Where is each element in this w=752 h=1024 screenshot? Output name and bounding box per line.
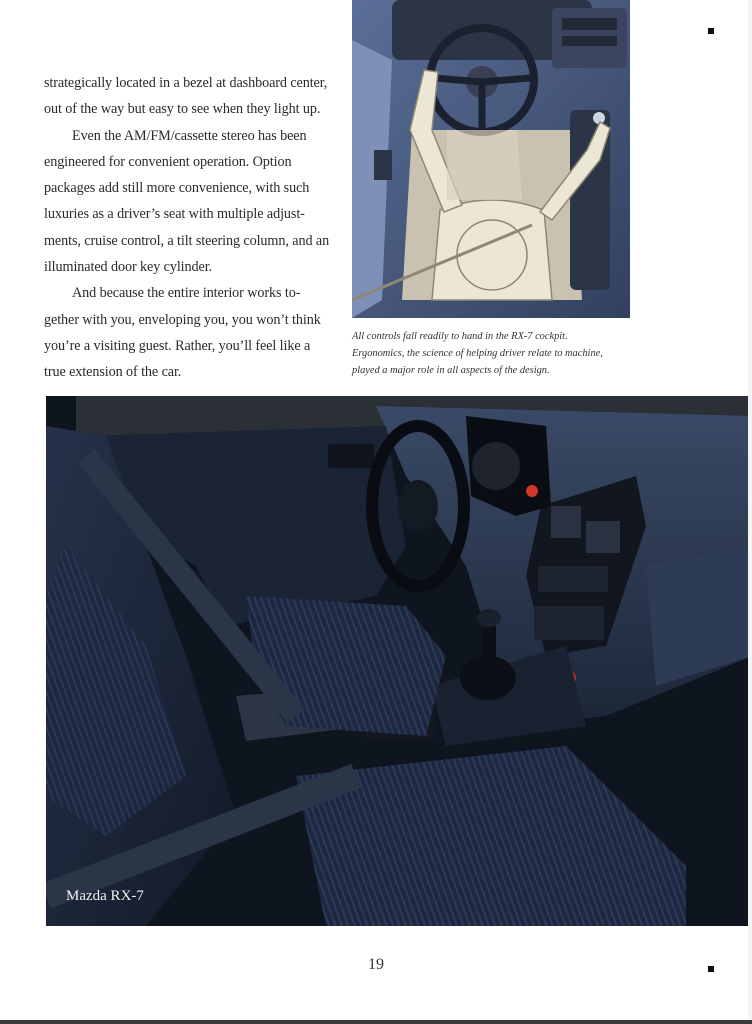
corner-marker-top	[708, 28, 714, 34]
cockpit-illustration	[352, 0, 630, 318]
interior-photo	[46, 396, 752, 926]
interior-photo-drawing	[46, 396, 752, 926]
corner-marker-bottom	[708, 966, 714, 972]
bottom-rule	[0, 1020, 752, 1024]
caption-line-1: All controls fall readily to hand in the RX-7 cockpit.	[352, 331, 568, 342]
illustration-caption	[352, 328, 652, 379]
body-paragraph-1: strategically located in a bezel at dashboard center, out of the way but easy to see when they light up.	[44, 75, 328, 118]
caption-line-2: Ergonomics, the science of helping driver relate to machine,	[352, 348, 603, 359]
photo-label: Mazda RX-7	[66, 888, 144, 904]
body-paragraph-3: And because the entire interior works to-gether with you, enveloping you, you won’t think you’re a visiting guest. Rather, you’ll feel like a true extension of the car.	[44, 285, 321, 381]
page-number: 19	[368, 956, 384, 973]
caption-line-3: played a major role in all aspects of the design.	[352, 365, 550, 376]
body-paragraph-2: Even the AM/FM/cassette stereo has been engineered for convenient operation. Option packages add still more convenience, with such luxuries as a driver’s seat with multiple adjust-ments, cruise control, a tilt steering column, and an illuminated door key cylinder.	[44, 127, 330, 276]
body-text	[44, 70, 334, 386]
page-edge	[748, 0, 752, 1020]
cockpit-illustration-drawing	[352, 0, 630, 318]
